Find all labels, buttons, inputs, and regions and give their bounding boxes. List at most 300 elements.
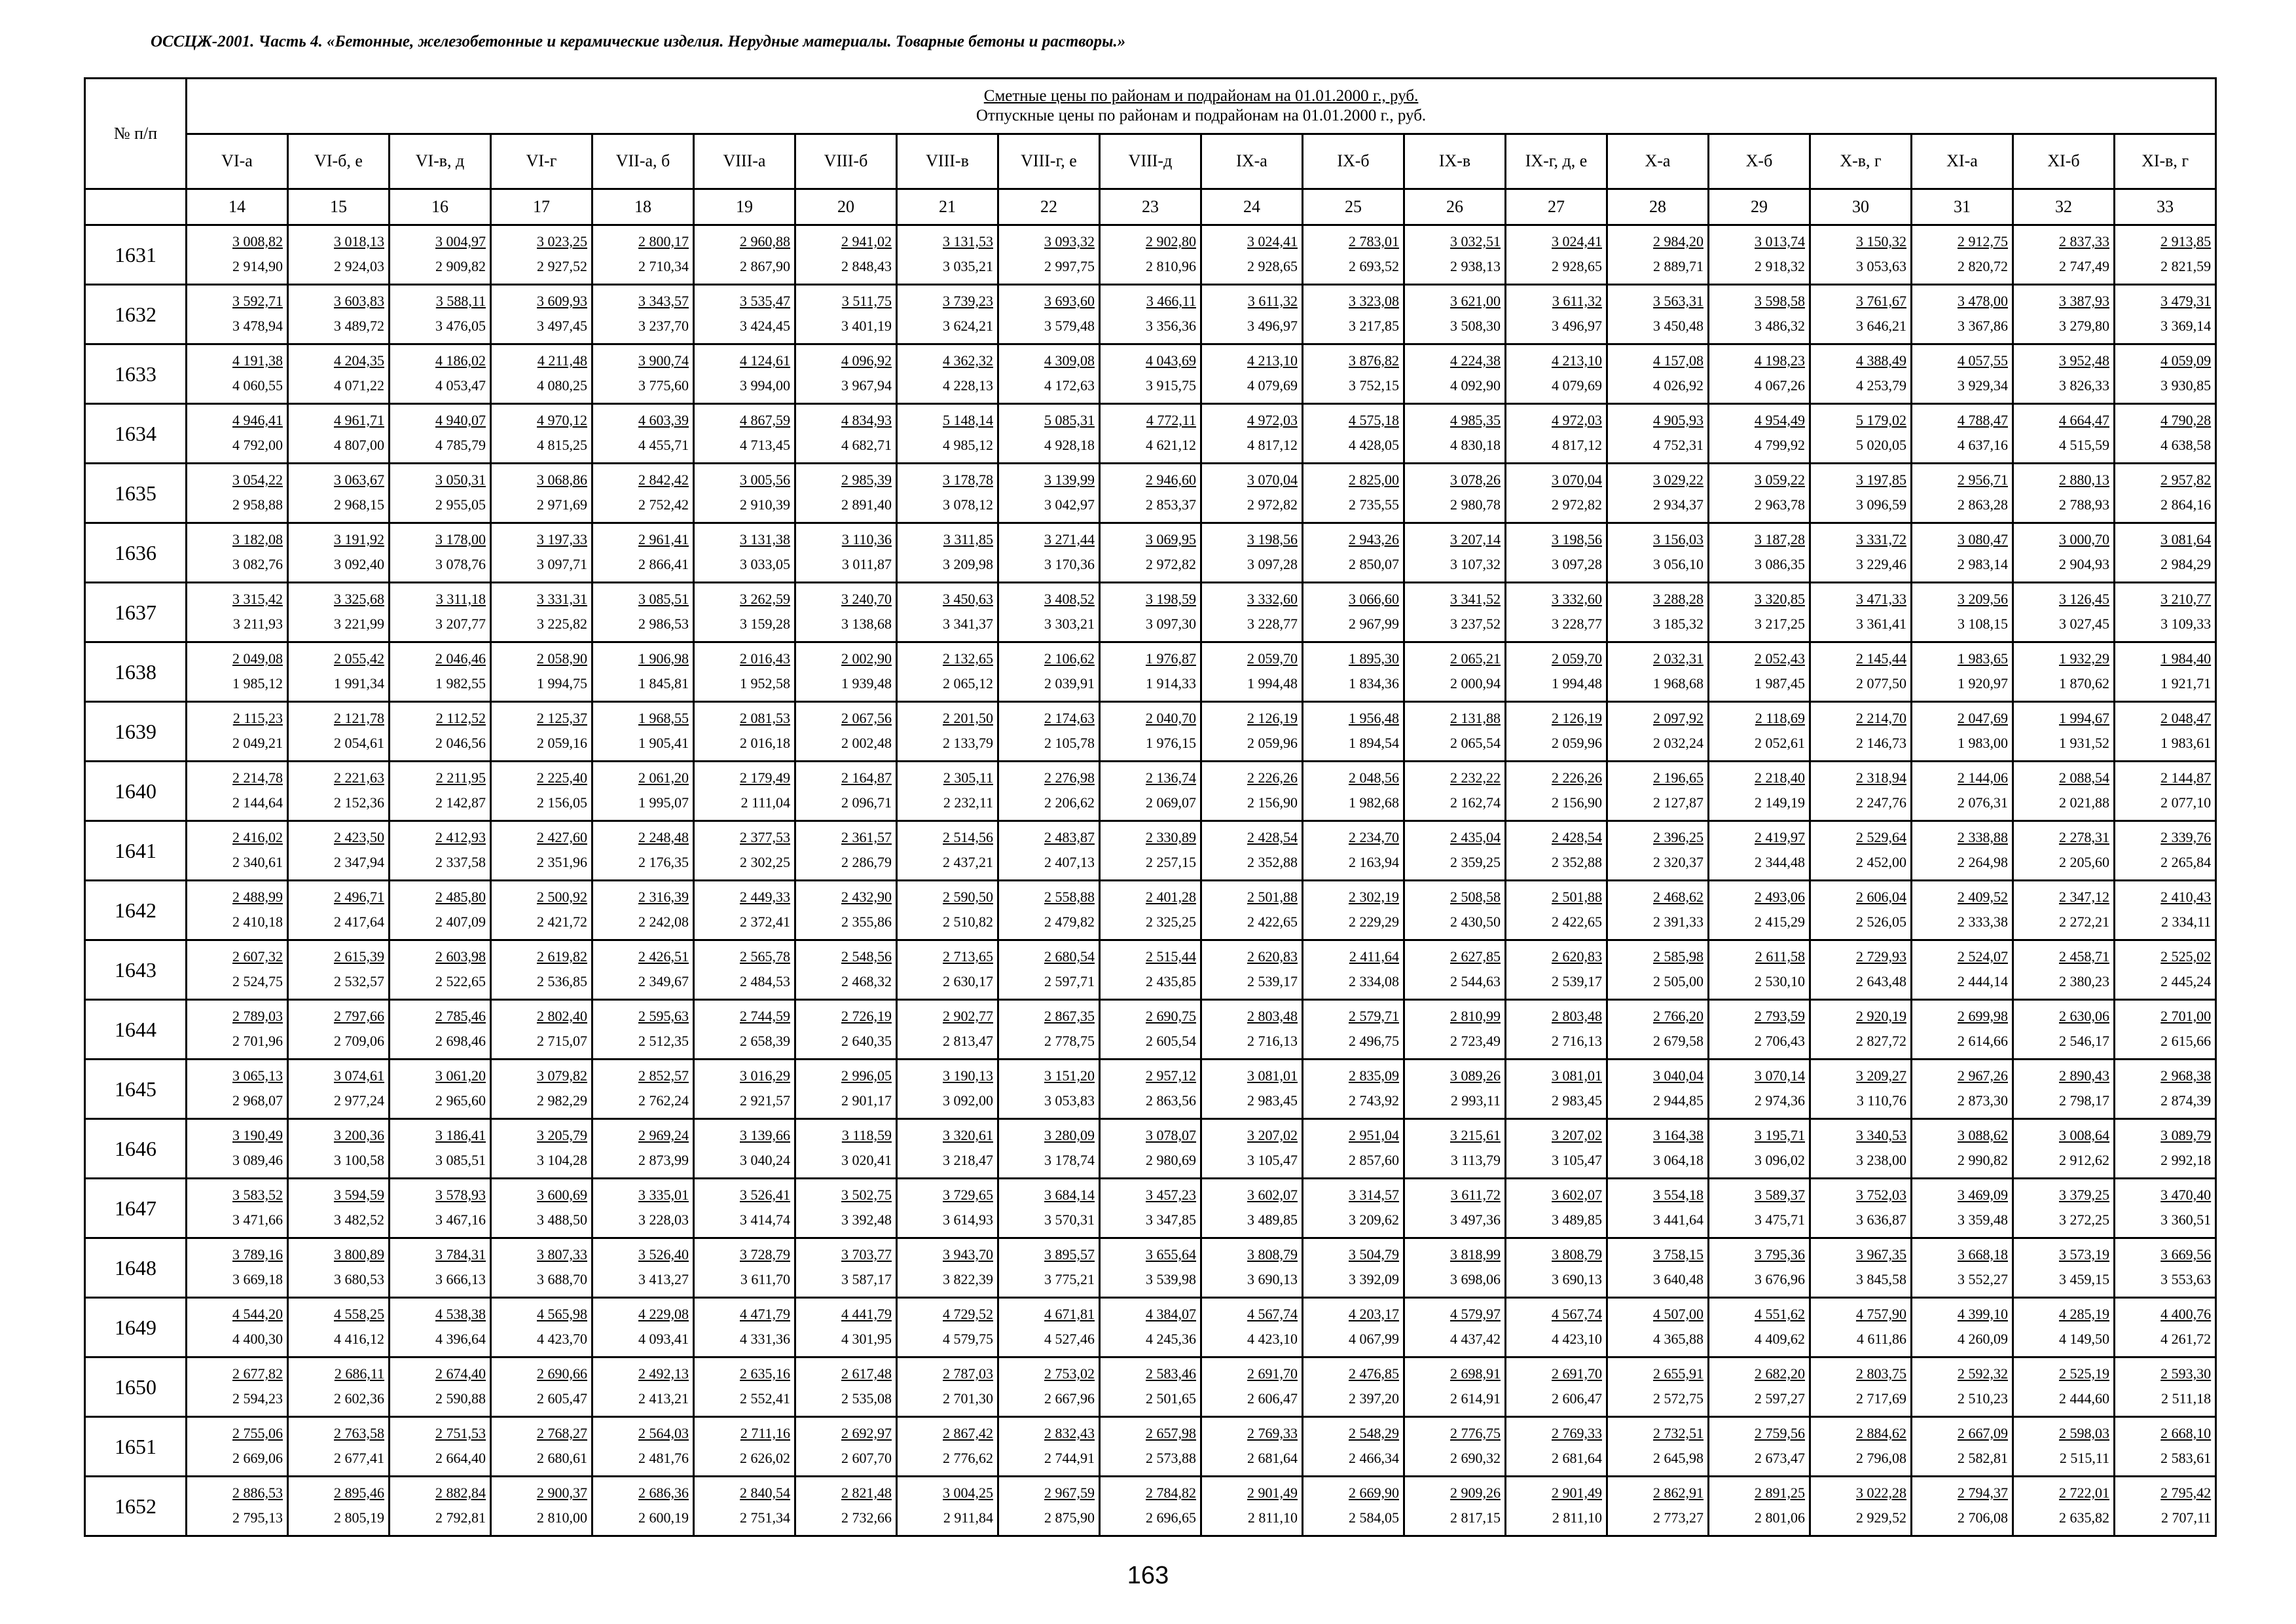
estimated-price: 2 377,53 (740, 829, 790, 845)
estimated-price: 2 055,42 (334, 650, 384, 667)
price-cell (694, 821, 795, 881)
release-price: 3 476,05 (435, 318, 486, 334)
estimated-price: 3 207,02 (1552, 1127, 1602, 1143)
release-price: 3 489,85 (1247, 1211, 1298, 1228)
release-price: 4 807,00 (334, 437, 384, 453)
price-cell (694, 881, 795, 940)
price-cell (288, 1298, 390, 1357)
estimated-price: 2 901,49 (1247, 1485, 1298, 1501)
price-cell (592, 404, 694, 464)
estimated-price: 3 215,61 (1450, 1127, 1501, 1143)
estimated-price: 2 592,32 (1958, 1365, 2008, 1382)
estimated-price: 2 606,04 (1856, 889, 1906, 905)
release-price: 2 677,41 (334, 1450, 384, 1466)
release-price: 1 994,48 (1552, 675, 1602, 692)
estimated-price: 2 179,49 (740, 769, 790, 786)
estimated-price: 3 207,02 (1247, 1127, 1298, 1143)
price-cell (390, 1477, 491, 1536)
price-cell (1303, 583, 1404, 642)
estimated-price: 2 766,20 (1653, 1008, 1704, 1024)
price-cell (1810, 225, 1912, 285)
estimated-price: 3 800,89 (334, 1246, 384, 1263)
release-price: 2 247,76 (1856, 794, 1906, 811)
release-price: 2 505,00 (1653, 973, 1704, 989)
release-price: 2 302,25 (740, 854, 790, 870)
price-cell (1201, 1357, 1303, 1417)
estimated-price: 4 671,81 (1044, 1306, 1095, 1322)
release-price: 2 077,10 (2160, 794, 2212, 811)
price-cell (1404, 1477, 1506, 1536)
estimated-price: 3 070,14 (1755, 1067, 1805, 1084)
estimated-price: 3 186,41 (435, 1127, 486, 1143)
table-row (85, 1179, 2216, 1238)
release-price: 2 445,24 (2160, 973, 2212, 989)
estimated-price: 2 776,75 (1450, 1425, 1501, 1441)
estimated-price: 1 983,65 (1958, 650, 2008, 667)
release-price: 3 229,46 (1856, 556, 1906, 572)
price-cell (897, 1417, 998, 1477)
release-price: 2 698,46 (435, 1033, 486, 1049)
price-cell (288, 404, 390, 464)
price-cell (2013, 225, 2115, 285)
release-price: 3 392,09 (1349, 1271, 1399, 1287)
estimated-price: 3 089,26 (1450, 1067, 1501, 1084)
price-cell (390, 1119, 491, 1179)
price-cell (288, 940, 390, 1000)
release-price: 3 064,18 (1653, 1152, 1704, 1168)
release-price: 2 664,40 (435, 1450, 486, 1466)
estimated-price: 3 178,78 (943, 471, 993, 488)
release-price: 4 423,10 (1247, 1331, 1298, 1347)
estimated-prices-title: Сметные цены по районам и подрайонам на 01.01.2000 г., руб. (983, 86, 1419, 105)
estimated-price: 4 285,19 (2059, 1306, 2109, 1322)
release-price: 3 775,21 (1044, 1271, 1095, 1287)
price-cell (998, 1298, 1100, 1357)
release-price: 2 706,43 (1755, 1033, 1805, 1049)
price-cell (998, 642, 1100, 702)
price-cell (592, 1119, 694, 1179)
price-cell (1810, 1000, 1912, 1060)
row-number: 1631 (85, 225, 187, 285)
estimated-price: 3 271,44 (1044, 531, 1095, 547)
row-number: 1632 (85, 285, 187, 344)
price-cell (1709, 1477, 1810, 1536)
release-price: 4 228,13 (943, 377, 993, 394)
price-cell (694, 1357, 795, 1417)
price-cell (187, 583, 288, 642)
estimated-price: 4 905,93 (1653, 412, 1704, 428)
price-cell (1201, 642, 1303, 702)
release-price: 2 914,90 (232, 258, 283, 274)
estimated-price: 5 179,02 (1856, 412, 1906, 428)
price-cell (2013, 1417, 2115, 1477)
table-header (85, 79, 2216, 225)
estimated-price: 3 066,60 (1349, 591, 1399, 607)
estimated-price: 3 808,79 (1552, 1246, 1602, 1263)
table-row (85, 1417, 2216, 1477)
release-price: 4 400,30 (232, 1331, 283, 1347)
price-cell (592, 642, 694, 702)
estimated-price: 3 808,79 (1247, 1246, 1298, 1263)
estimated-price: 2 620,83 (1552, 948, 1602, 965)
estimated-price: 3 139,99 (1044, 471, 1095, 488)
price-cell (998, 940, 1100, 1000)
release-price: 2 681,64 (1552, 1450, 1602, 1466)
price-cell (897, 702, 998, 762)
release-price: 3 108,15 (1958, 616, 2008, 632)
release-price: 3 228,77 (1552, 616, 1602, 632)
price-cell (998, 821, 1100, 881)
release-price: 3 027,45 (2059, 616, 2109, 632)
estimated-price: 2 794,37 (1958, 1485, 2008, 1501)
estimated-price: 2 118,69 (1755, 710, 1805, 726)
price-cell (1404, 285, 1506, 344)
estimated-price: 4 399,10 (1958, 1306, 2008, 1322)
price-cell (2115, 821, 2216, 881)
estimated-price: 2 802,40 (537, 1008, 587, 1024)
row-number: 1636 (85, 523, 187, 583)
estimated-price: 2 627,85 (1450, 948, 1501, 965)
estimated-price: 4 946,41 (232, 412, 283, 428)
estimated-price: 2 565,78 (740, 948, 790, 965)
release-price: 4 817,12 (1247, 437, 1298, 453)
estimated-price: 3 054,22 (232, 471, 283, 488)
release-price: 2 801,06 (1755, 1509, 1805, 1526)
estimated-price: 2 468,62 (1653, 889, 1704, 905)
estimated-price: 2 318,94 (1856, 769, 1906, 786)
price-cell (1404, 404, 1506, 464)
price-cell (1201, 464, 1303, 523)
price-cell (998, 1000, 1100, 1060)
price-cell (187, 702, 288, 762)
estimated-price: 2 946,60 (1146, 471, 1196, 488)
estimated-price: 2 048,47 (2160, 710, 2212, 726)
estimated-price: 3 040,04 (1653, 1067, 1704, 1084)
price-cell (187, 1417, 288, 1477)
price-cell (1912, 1417, 2013, 1477)
price-cell (491, 464, 592, 523)
estimated-price: 3 535,47 (740, 293, 790, 309)
release-price: 3 539,98 (1146, 1271, 1196, 1287)
estimated-price: 3 693,60 (1044, 293, 1095, 309)
release-price: 1 914,33 (1146, 675, 1196, 692)
price-cell (795, 1060, 897, 1119)
table-row (85, 821, 2216, 881)
release-price: 2 054,61 (334, 735, 384, 751)
release-price: 2 076,31 (1958, 794, 2008, 811)
release-price: 3 209,98 (943, 556, 993, 572)
price-cell (998, 881, 1100, 940)
estimated-price: 2 305,11 (943, 769, 993, 786)
estimated-price: 2 890,43 (2059, 1067, 2109, 1084)
price-cell (1810, 1298, 1912, 1357)
estimated-price: 3 479,31 (2160, 293, 2212, 309)
price-cell (1100, 881, 1201, 940)
price-cell (187, 523, 288, 583)
estimated-price: 2 234,70 (1349, 829, 1399, 845)
row-number: 1648 (85, 1238, 187, 1298)
estimated-price: 2 713,65 (943, 948, 993, 965)
release-price: 3 228,77 (1247, 616, 1298, 632)
price-cell (1506, 464, 1607, 523)
estimated-price: 3 081,01 (1247, 1067, 1298, 1084)
price-cell (1810, 642, 1912, 702)
estimated-price: 2 909,26 (1450, 1485, 1501, 1501)
estimated-price: 3 621,00 (1450, 293, 1501, 309)
price-cell (1100, 1477, 1201, 1536)
release-price: 2 863,56 (1146, 1092, 1196, 1109)
price-cell (592, 583, 694, 642)
release-price: 2 798,17 (2059, 1092, 2109, 1109)
release-price: 4 817,12 (1552, 437, 1602, 453)
price-cell (390, 642, 491, 702)
estimated-price: 3 200,36 (334, 1127, 384, 1143)
release-price: 1 845,81 (638, 675, 689, 692)
price-cell (2115, 1357, 2216, 1417)
price-cell (1506, 583, 1607, 642)
release-price: 2 340,61 (232, 854, 283, 870)
estimated-price: 3 150,32 (1856, 233, 1906, 249)
release-price: 4 423,70 (537, 1331, 587, 1347)
estimated-price: 2 793,59 (1755, 1008, 1805, 1024)
estimated-price: 3 450,63 (943, 591, 993, 607)
estimated-price: 4 972,03 (1247, 412, 1298, 428)
release-price: 3 105,47 (1552, 1152, 1602, 1168)
release-price: 4 637,16 (1958, 437, 2008, 453)
release-price: 2 413,21 (638, 1390, 689, 1407)
price-cell (491, 1298, 592, 1357)
release-price: 3 478,94 (232, 318, 283, 334)
release-price: 2 149,19 (1755, 794, 1805, 811)
estimated-price: 4 567,74 (1552, 1306, 1602, 1322)
release-price: 3 359,48 (1958, 1211, 2008, 1228)
estimated-price: 3 504,79 (1349, 1246, 1399, 1263)
price-cell (187, 762, 288, 821)
release-price: 2 955,05 (435, 496, 486, 513)
estimated-price: 1 932,29 (2059, 650, 2109, 667)
estimated-price: 4 471,79 (740, 1306, 790, 1322)
region-header: VI-а (187, 134, 288, 189)
estimated-price: 3 190,13 (943, 1067, 993, 1084)
estimated-price: 2 968,38 (2160, 1067, 2212, 1084)
release-price: 2 156,90 (1247, 794, 1298, 811)
release-price: 4 396,64 (435, 1331, 486, 1347)
release-price: 2 046,56 (435, 735, 486, 751)
price-cell (1912, 1179, 2013, 1238)
price-cell (694, 1238, 795, 1298)
estimated-price: 2 339,76 (2160, 829, 2212, 845)
estimated-price: 3 387,93 (2059, 293, 2109, 309)
release-price: 2 334,08 (1349, 973, 1399, 989)
estimated-price: 3 589,37 (1755, 1187, 1805, 1203)
release-price: 1 905,41 (638, 735, 689, 751)
row-number: 1644 (85, 1000, 187, 1060)
estimated-price: 2 493,06 (1755, 889, 1805, 905)
price-cell (1506, 1417, 1607, 1477)
release-price: 3 170,36 (1044, 556, 1095, 572)
price-cell (1100, 1357, 1201, 1417)
estimated-price: 2 635,16 (740, 1365, 790, 1382)
price-cell (1100, 1000, 1201, 1060)
column-number: 14 (187, 189, 288, 225)
estimated-price: 3 325,68 (334, 591, 384, 607)
price-cell (998, 523, 1100, 583)
estimated-price: 2 061,20 (638, 769, 689, 786)
price-cell (1912, 1060, 2013, 1119)
price-cell (2115, 1298, 2216, 1357)
release-price: 2 334,11 (2160, 913, 2212, 930)
price-cell (2013, 762, 2115, 821)
estimated-price: 3 195,71 (1755, 1127, 1805, 1143)
estimated-price: 2 515,44 (1146, 948, 1196, 965)
price-cell (1100, 1298, 1201, 1357)
price-cell (1709, 1238, 1810, 1298)
row-number: 1651 (85, 1417, 187, 1477)
release-price: 2 958,88 (232, 496, 283, 513)
release-price: 1 987,45 (1755, 675, 1805, 692)
release-price: 3 570,31 (1044, 1211, 1095, 1228)
release-price: 4 071,22 (334, 377, 384, 394)
release-price: 4 301,95 (841, 1331, 892, 1347)
estimated-price: 2 615,39 (334, 948, 384, 965)
release-price: 3 467,16 (435, 1211, 486, 1228)
price-cell (1100, 821, 1201, 881)
release-price: 1 920,97 (1958, 675, 2008, 692)
release-price: 3 185,32 (1653, 616, 1704, 632)
estimated-price: 4 664,47 (2059, 412, 2109, 428)
estimated-price: 2 837,33 (2059, 233, 2109, 249)
release-price: 3 688,70 (537, 1271, 587, 1287)
release-price: 2 928,65 (1247, 258, 1298, 274)
release-price: 2 096,71 (841, 794, 892, 811)
estimated-price: 4 198,23 (1755, 352, 1805, 369)
price-cell (1607, 225, 1709, 285)
price-cell (795, 1119, 897, 1179)
estimated-price: 3 210,77 (2160, 591, 2212, 607)
release-price: 3 646,21 (1856, 318, 1906, 334)
price-cell (1607, 1060, 1709, 1119)
estimated-price: 2 548,56 (841, 948, 892, 965)
estimated-price: 2 984,20 (1653, 233, 1704, 249)
price-cell (897, 642, 998, 702)
release-price: 2 889,71 (1653, 258, 1704, 274)
price-cell (491, 702, 592, 762)
estimated-price: 2 969,24 (638, 1127, 689, 1143)
price-cell (2013, 940, 2115, 1000)
price-cell (1100, 523, 1201, 583)
price-cell (1303, 1298, 1404, 1357)
estimated-price: 4 043,69 (1146, 352, 1196, 369)
price-cell (491, 1000, 592, 1060)
estimated-price: 2 902,80 (1146, 233, 1196, 249)
release-price: 2 607,70 (841, 1450, 892, 1466)
release-price: 3 279,80 (2059, 318, 2109, 334)
release-price: 4 092,90 (1450, 377, 1501, 394)
estimated-price: 2 428,54 (1552, 829, 1602, 845)
price-cell (1607, 1179, 1709, 1238)
price-cell (1303, 225, 1404, 285)
price-cell (2115, 583, 2216, 642)
column-number: 25 (1303, 189, 1404, 225)
release-price: 2 874,39 (2160, 1092, 2212, 1109)
price-cell (1303, 344, 1404, 404)
estimated-price: 2 803,75 (1856, 1365, 1906, 1382)
table-row (85, 225, 2216, 285)
price-cell (1201, 1119, 1303, 1179)
release-price: 2 968,15 (334, 496, 384, 513)
estimated-price: 2 226,26 (1247, 769, 1298, 786)
estimated-price: 2 476,85 (1349, 1365, 1399, 1382)
price-cell (491, 1238, 592, 1298)
price-cell (1912, 285, 2013, 344)
estimated-price: 3 323,08 (1349, 293, 1399, 309)
price-cell (1303, 1060, 1404, 1119)
estimated-price: 2 488,99 (232, 889, 283, 905)
price-cell (2115, 464, 2216, 523)
release-price: 4 245,36 (1146, 1331, 1196, 1347)
release-prices-title: Отпускные цены по районам и подрайонам на 01.01.2000 г., руб. (976, 106, 1427, 124)
price-cell (1100, 1417, 1201, 1477)
price-cell (2115, 702, 2216, 762)
estimated-price: 3 081,01 (1552, 1067, 1602, 1084)
release-price: 2 352,88 (1247, 854, 1298, 870)
price-cell (187, 464, 288, 523)
release-price: 2 496,75 (1349, 1033, 1399, 1049)
price-cell (2013, 583, 2115, 642)
release-price: 3 488,50 (537, 1211, 587, 1228)
price-cell (897, 404, 998, 464)
price-cell (1709, 1417, 1810, 1477)
estimated-price: 3 795,36 (1755, 1246, 1805, 1263)
price-cell (897, 1238, 998, 1298)
estimated-price: 2 411,64 (1349, 948, 1399, 965)
release-price: 3 450,48 (1653, 318, 1704, 334)
release-price: 2 997,75 (1044, 258, 1095, 274)
release-price: 3 475,71 (1755, 1211, 1805, 1228)
release-price: 3 218,47 (943, 1152, 993, 1168)
price-cell (998, 344, 1100, 404)
price-cell (491, 1060, 592, 1119)
region-header: XI-а (1912, 134, 2013, 189)
release-price: 2 716,13 (1247, 1033, 1298, 1049)
release-price: 2 645,98 (1653, 1450, 1704, 1466)
price-cell (2013, 1119, 2115, 1179)
price-cell (897, 1060, 998, 1119)
release-price: 4 172,63 (1044, 377, 1095, 394)
estimated-price: 2 821,48 (841, 1485, 892, 1501)
release-price: 4 079,69 (1552, 377, 1602, 394)
estimated-price: 3 069,95 (1146, 531, 1196, 547)
price-cell (1201, 1298, 1303, 1357)
price-cell (1201, 702, 1303, 762)
price-cell (795, 344, 897, 404)
release-price: 3 042,97 (1044, 496, 1095, 513)
estimated-price: 2 525,02 (2160, 948, 2212, 965)
release-price: 2 972,82 (1552, 496, 1602, 513)
price-cell (1810, 821, 1912, 881)
estimated-price: 2 132,65 (943, 650, 993, 667)
release-price: 3 775,60 (638, 377, 689, 394)
release-price: 2 544,63 (1450, 973, 1501, 989)
price-cell (1607, 881, 1709, 940)
price-cell (491, 583, 592, 642)
estimated-price: 4 388,49 (1856, 352, 1906, 369)
price-cell (1912, 702, 2013, 762)
price-cell (592, 464, 694, 523)
price-cell (1404, 1417, 1506, 1477)
estimated-price: 4 940,07 (435, 412, 486, 428)
release-price: 2 891,40 (841, 496, 892, 513)
